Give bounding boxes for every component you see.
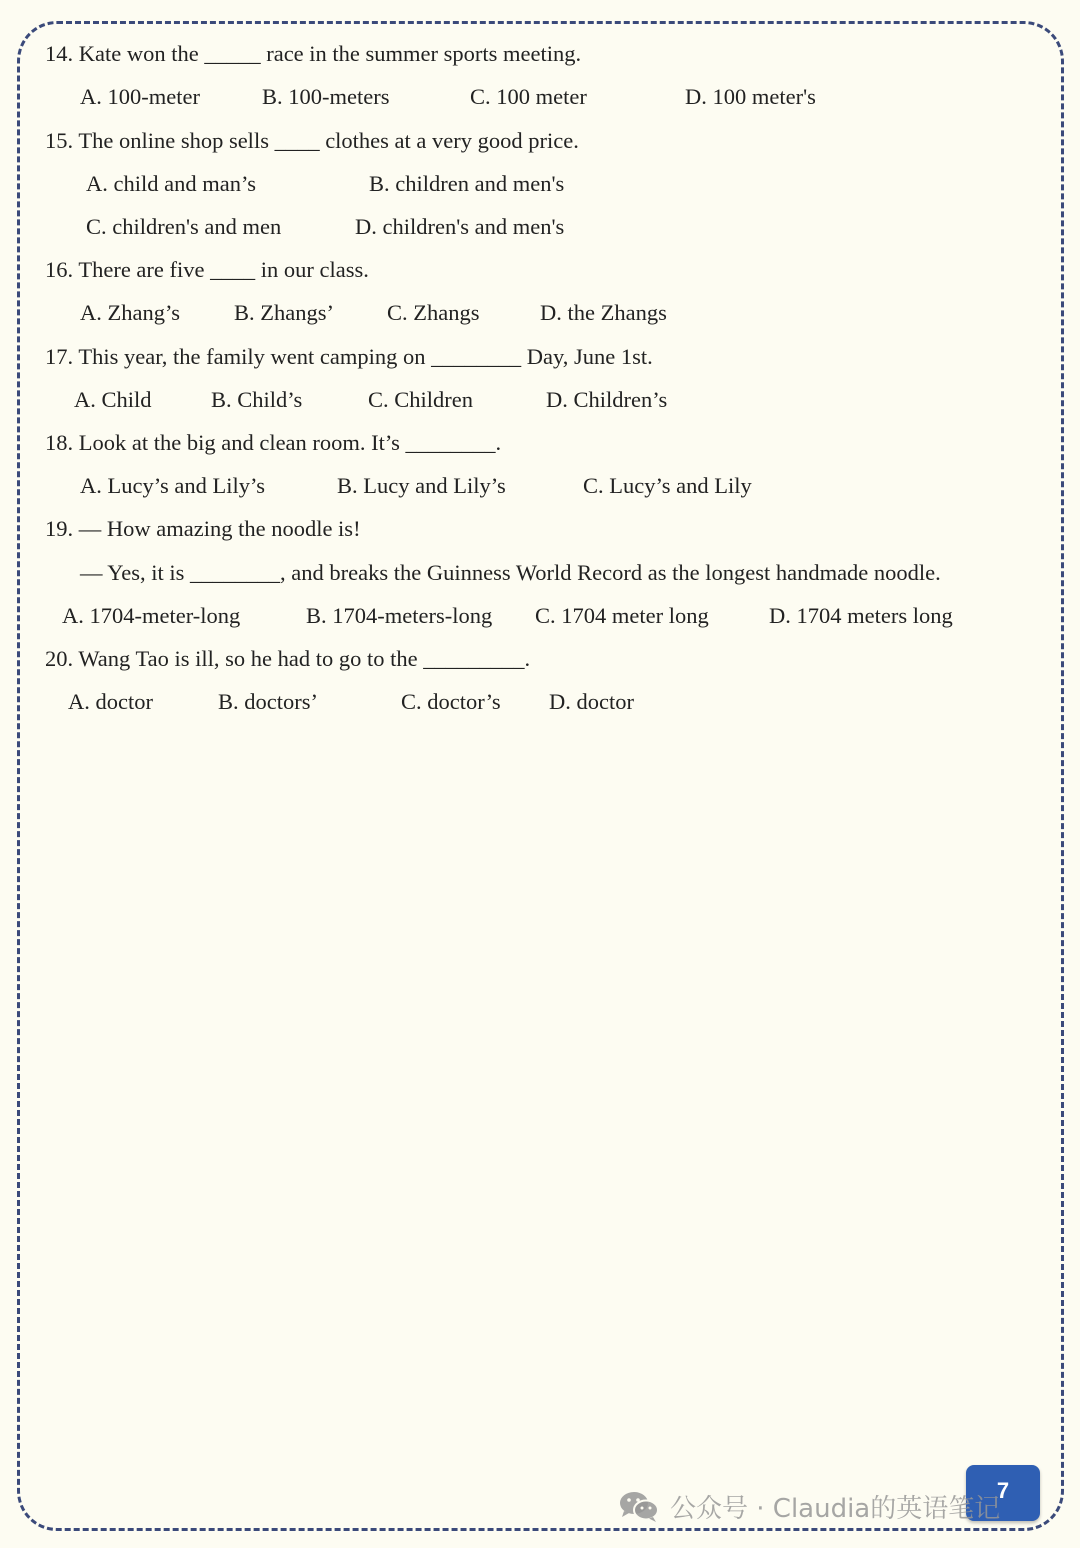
question-16-option-b: B. Zhangs’ xyxy=(234,300,334,325)
question-14-option-c: C. 100 meter xyxy=(470,84,587,109)
question-20-stem: 20. Wang Tao is ill, so he had to go to the _________. xyxy=(45,646,531,671)
question-18-option-a: A. Lucy’s and Lily’s xyxy=(80,473,265,498)
question-16-stem: 16. There are five ____ in our class. xyxy=(45,257,369,282)
question-19-option-a: A. 1704-meter-long xyxy=(62,603,241,628)
question-17-option-d: D. Children’s xyxy=(546,387,668,412)
question-20-option-d: D. doctor xyxy=(549,689,634,714)
wechat-icon xyxy=(618,1489,660,1523)
question-18-option-c: C. Lucy’s and Lily xyxy=(583,473,752,498)
question-19-stem: 19. — How amazing the noodle is! xyxy=(45,516,361,541)
page-border xyxy=(17,21,1064,1531)
question-17-stem: 17. This year, the family went camping on ________ Day, June 1st. xyxy=(45,344,653,369)
watermark-text: 公众号 · Claudia的英语笔记 xyxy=(670,1493,1001,1524)
question-20-option-a: A. doctor xyxy=(68,689,153,714)
question-19-option-b: B. 1704-meters-long xyxy=(306,603,493,628)
question-19-reply: — Yes, it is ________, and breaks the Guinness World Record as the longest handmade noodle. xyxy=(80,560,941,585)
question-15-option-c: C. children's and men xyxy=(86,214,282,239)
page-number-badge: 7 xyxy=(966,1465,1040,1521)
question-20-option-c: C. doctor’s xyxy=(401,689,501,714)
question-15-option-a: A. child and man’s xyxy=(86,171,256,196)
question-19-option-c: C. 1704 meter long xyxy=(535,603,709,628)
question-18-option-b: B. Lucy and Lily’s xyxy=(337,473,506,498)
question-18-stem: 18. Look at the big and clean room. It’s ________. xyxy=(45,430,502,455)
question-20-option-b: B. doctors’ xyxy=(218,689,318,714)
question-17-option-c: C. Children xyxy=(368,387,473,412)
watermark xyxy=(618,1486,1000,1526)
question-19-option-d: D. 1704 meters long xyxy=(769,603,953,628)
question-17-option-a: A. Child xyxy=(74,387,152,412)
question-16-option-a: A. Zhang’s xyxy=(80,300,180,325)
question-15-option-d: D. children's and men's xyxy=(355,214,565,239)
question-15-stem: 15. The online shop sells ____ clothes at a very good price. xyxy=(45,128,579,153)
question-14-option-d: D. 100 meter's xyxy=(685,84,816,109)
question-14-stem: 14. Kate won the _____ race in the summer sports meeting. xyxy=(45,41,582,66)
question-16-option-d: D. the Zhangs xyxy=(540,300,667,325)
question-14-option-a: A. 100-meter xyxy=(80,84,200,109)
question-17-option-b: B. Child’s xyxy=(211,387,303,412)
question-16-option-c: C. Zhangs xyxy=(387,300,480,325)
question-15-option-b: B. children and men's xyxy=(369,171,565,196)
question-14-option-b: B. 100-meters xyxy=(262,84,390,109)
